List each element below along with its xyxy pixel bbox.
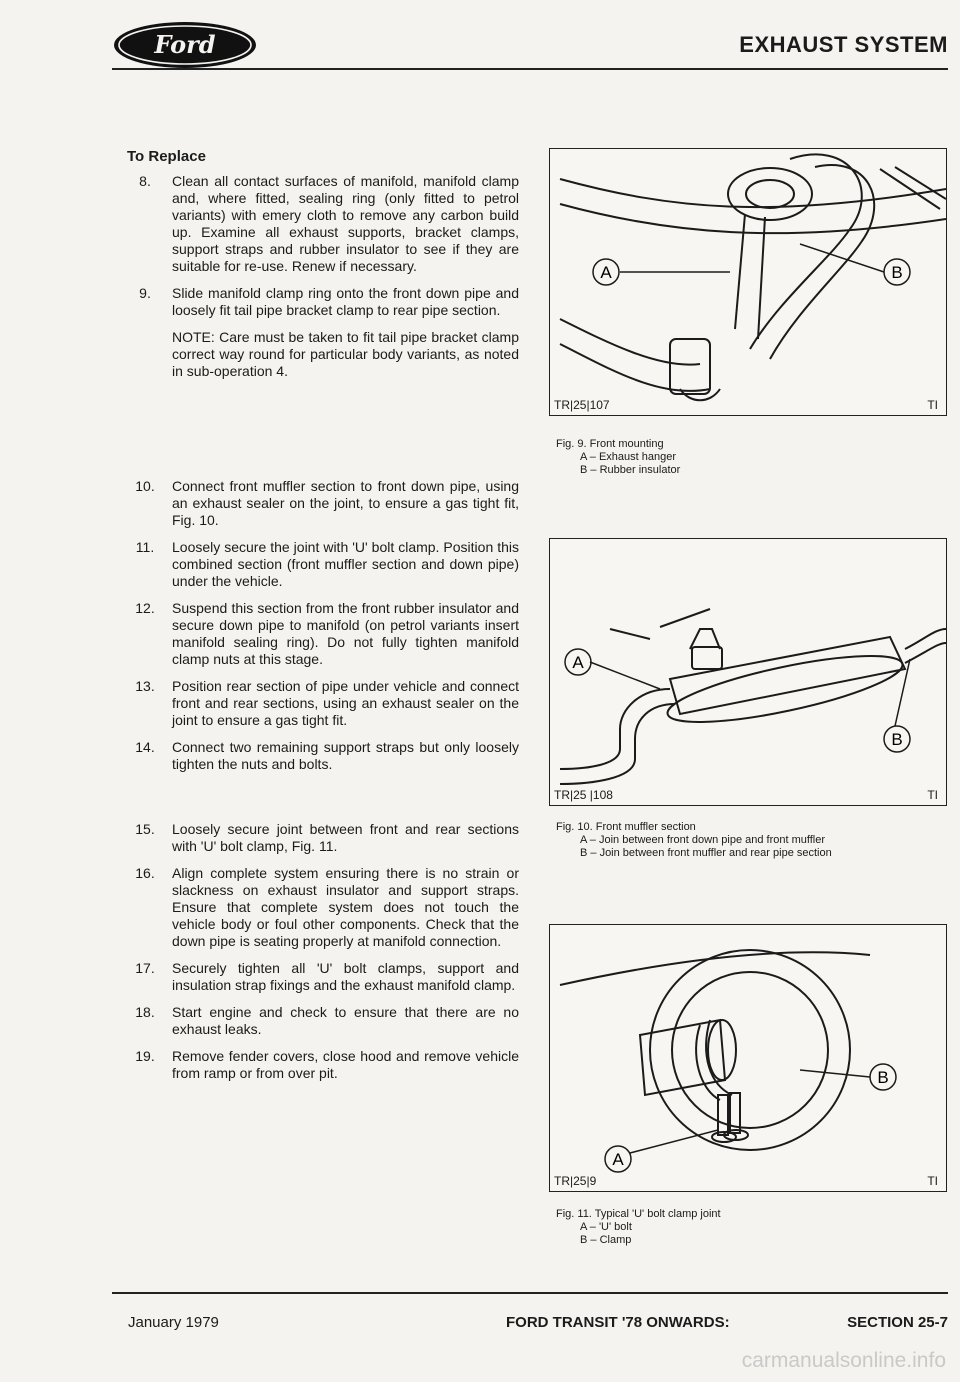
step-text: Remove fender covers, close hood and remove vehicle from ramp or from over pit. [172,1048,519,1081]
caption-title: Fig. 9. Front mounting [556,438,664,450]
caption-title: Fig. 10. Front muffler section [556,821,696,833]
section-heading: To Replace [127,148,206,165]
figure-reference: TR|25 |108 [554,788,613,802]
figure-front-mounting [549,148,947,416]
step-number: 17. [135,960,155,976]
step-number: 18. [135,1004,155,1020]
step-item [127,285,519,319]
step-item [127,173,519,275]
figure-reference: TR|25|107 [554,398,610,412]
step-number: 11. [135,539,155,555]
logo-text: Ford [154,30,216,59]
caption-line-a: A – Exhaust hanger [580,451,677,463]
caption-line-a: A – 'U' bolt [580,1221,632,1233]
step-item [127,678,519,729]
step-number: 13. [135,678,155,694]
figure-caption [556,438,680,477]
footer-rule [112,1292,948,1294]
step-text: Securely tighten all 'U' bolt clamps, support and insulation strap fixings and the exhaust manifold clamp. [172,960,519,993]
step-item [127,739,519,773]
step-item [127,478,519,529]
figure-caption [556,821,832,860]
step-number: 8. [139,173,151,189]
step-item [127,1004,519,1038]
spacer [127,783,519,821]
instruction-column [127,148,519,1092]
footer-date: January 1979 [128,1314,219,1331]
footer-section: SECTION 25-7 [847,1314,948,1331]
step-item [127,1048,519,1082]
step-text: Connect two remaining support straps but only loosely tighten the nuts and bolts. [172,739,519,772]
caption-line-b: B – Join between front muffler and rear pipe section [580,847,832,859]
step-text: Loosely secure the joint with 'U' bolt clamp. Position this combined section (front muffler section and down pipe) under the vehicle. [172,539,519,589]
step-text: Position rear section of pipe under vehicle and connect front and rear sections, using an exhaust sealer on the joint to ensure a gas tight fit. [172,678,519,728]
step-text: Slide manifold clamp ring onto the front down pipe and loosely fit tail pipe bracket clamp to rear pipe section. [172,285,519,318]
callout-a: A [600,263,612,282]
callout-b: B [891,263,903,282]
spacer [127,390,519,478]
step-number: 16. [135,865,155,881]
ford-logo [112,20,258,70]
step-number: 10. [135,478,155,494]
figure-tag: TI [927,398,938,412]
step-text: Connect front muffler section to front down pipe, using an exhaust sealer on the joint, to ensure a gas tight fit, Fig. 10. [172,478,519,528]
step-item [127,865,519,950]
step-text: Suspend this section from the front rubber insulator and secure down pipe to manifold (on petrol variants insert manifold sealing ring). Do not fully tighten manifold clamp nuts at this stage. [172,600,519,667]
page-header-title: EXHAUST SYSTEM [739,32,948,57]
callout-b: B [891,730,903,749]
caption-line-b: B – Rubber insulator [580,464,681,476]
step-item [127,539,519,590]
figure-u-bolt-clamp [549,924,947,1192]
watermark: carmanualsonline.info [741,1349,946,1372]
step-number: 12. [135,600,155,616]
front-mounting-illustration [550,149,946,415]
front-muffler-illustration [550,539,946,805]
callout-a: A [572,653,584,672]
caption-title: Fig. 11. Typical 'U' bolt clamp joint [556,1208,721,1220]
step-text: Loosely secure joint between front and rear sections with 'U' bolt clamp, Fig. 11. [172,821,519,854]
figure-reference: TR|25|9 [554,1174,597,1188]
step-text: Align complete system ensuring there is no strain or slackness on exhaust insulator and support straps. Ensure that complete system does not touch the vehicle body or foul other components. Check that the down pipe is seating properly at manifold connection. [172,865,519,949]
step-item [127,960,519,994]
step-number: 15. [135,821,155,837]
callout-b: B [877,1068,889,1087]
step-item [127,600,519,668]
header-rule [112,68,948,70]
step-number: 14. [135,739,155,755]
u-bolt-clamp-illustration [550,925,946,1191]
step-number: 9. [139,285,151,301]
figure-front-muffler [549,538,947,806]
figure-caption [556,1208,721,1247]
caption-line-a: A – Join between front down pipe and front muffler [580,834,826,846]
callout-a: A [612,1150,624,1169]
note-text: NOTE: Care must be taken to fit tail pipe bracket clamp correct way round for particular body variants, as noted in sub-operation 4. [172,329,519,379]
step-text: Start engine and check to ensure that there are no exhaust leaks. [172,1004,519,1037]
step-text: Clean all contact surfaces of manifold, manifold clamp and, where fitted, sealing ring (only fitted to petrol variants) with emery cloth to remove any carbon build up. Examine all exhaust supports, bracket clamps, support straps and rubber insulator to see if they are suitable for re-use. Renew if necessary. [172,173,519,274]
footer-title: FORD TRANSIT '78 ONWARDS: [506,1314,730,1331]
figure-tag: TI [927,788,938,802]
step-number: 19. [135,1048,155,1064]
figure-tag: TI [927,1174,938,1188]
caption-line-b: B – Clamp [580,1234,632,1246]
step-item [127,821,519,855]
